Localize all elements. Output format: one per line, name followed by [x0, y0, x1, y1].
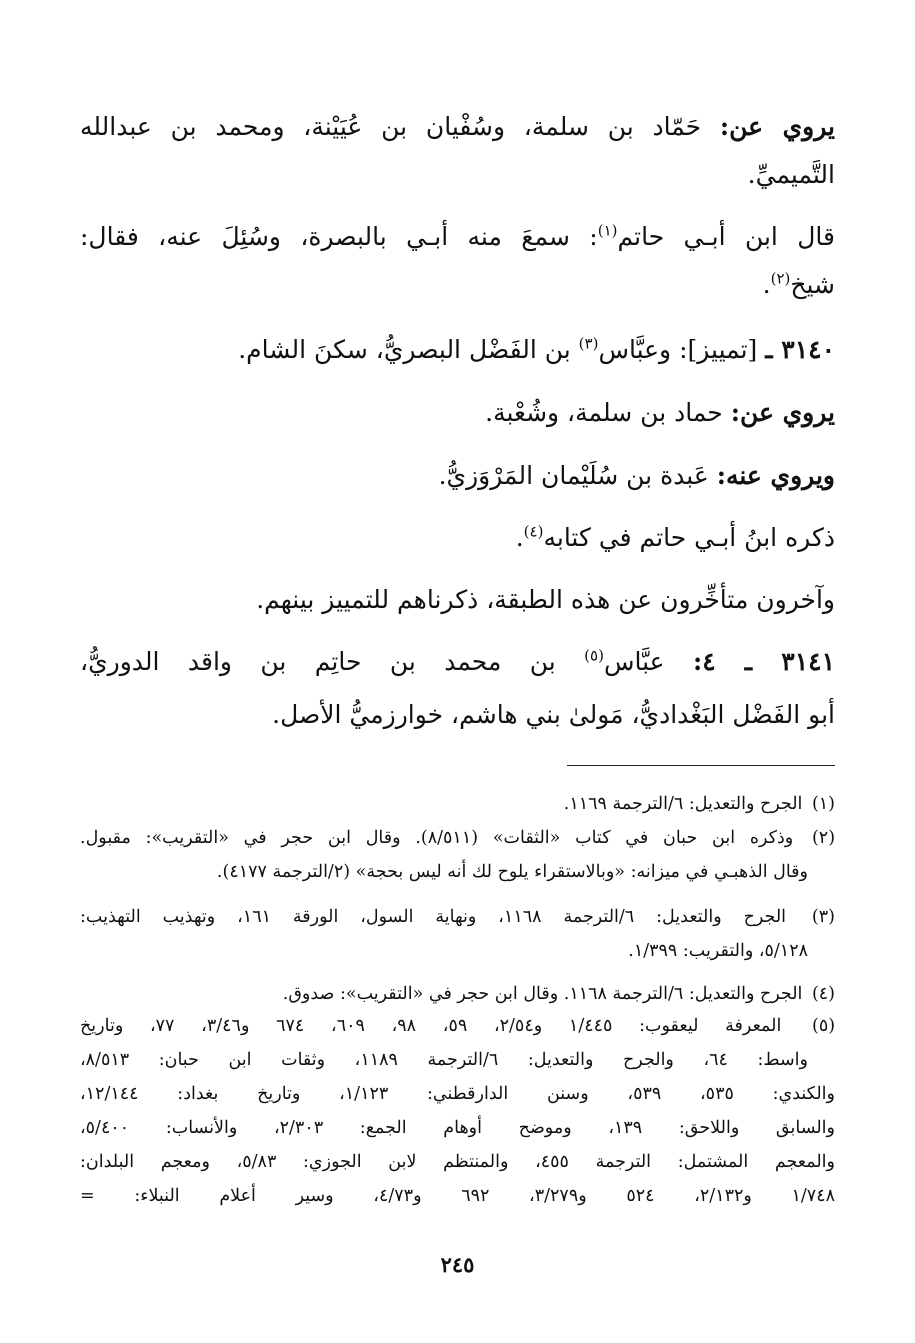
text-span: حَمّاد بن سلمة، وسُفْيان بن عُيَيْنة، ومحمد بن عبدالله	[80, 112, 702, 141]
text-span: وآخرون متأخِّرون عن هذه الطبقة، ذكرناهم للتمييز بينهم.	[256, 585, 835, 614]
keyword-label: ويروي عنه:	[716, 461, 835, 490]
text-line	[80, 585, 835, 614]
footnote-text: والمعجم المشتمل: الترجمة ٤٥٥، والمنتظم لابن الجوزي: ٥/٨٣، ومعجم البلدان:	[80, 1152, 835, 1172]
text-line	[80, 398, 835, 427]
text-span: .	[515, 523, 524, 552]
footnote-text: وذكره ابن حبان في كتاب «الثقات» (٨/٥١١). وقال ابن حجر في «التقريب»: مقبول.	[80, 828, 794, 848]
footnote-ref: (٤)	[523, 522, 544, 541]
text-span: ذكره ابنُ أبـي حاتم في كتابه	[543, 523, 835, 552]
text-line	[80, 461, 835, 490]
footnote-text: الجرح والتعديل: ٦/الترجمة ١١٦٩.	[563, 794, 803, 814]
keyword-label: يروي عن:	[730, 398, 835, 427]
footnote-text: ١/٧٤٨ و٢/١٣٢، ٥٢٤ و٣/٢٧٩، ٦٩٢ و٤/٧٣، وسير أعلام النبلاء: =	[80, 1186, 835, 1206]
text-span: عبَّاس	[603, 647, 665, 676]
text-span: : سمعَ منه أبـي بالبصرة، وسُئِلَ عنه، فقال:	[80, 222, 598, 251]
page-number: ٢٤٥	[440, 1252, 475, 1277]
footnote-text: ٥/١٢٨، والتقريب: ١/٣٩٩.	[628, 941, 808, 961]
footnote-3	[80, 907, 835, 927]
footnote-text: وقال الذهبـي في ميزانه: «وبالاستقراء يلوح لك أنه ليس بحجة» (٢/الترجمة ٤١٧٧).	[216, 862, 808, 882]
footnote-text: الجرح والتعديل: ٦/الترجمة ١١٦٨، ونهاية السول، الورقة ١٦١، وتهذيب التهذيب:	[80, 907, 787, 927]
text-span: أبو الفَضْل البَغْداديُّ، مَولىٰ بني هاشم، خوارزميُّ الأصل.	[272, 700, 835, 729]
footnote-5	[80, 1016, 835, 1036]
footnote-5-cont	[80, 1186, 835, 1206]
footnote-3-cont	[80, 941, 808, 961]
footnote-text: واسط: ٦٤، والجرح والتعديل: ٦/الترجمة ١١٨٩، وثقات ابن حبان: ٨/٥١٣،	[80, 1050, 808, 1070]
text-line	[80, 700, 835, 729]
text-line	[80, 222, 835, 251]
footnote-text: المعرفة ليعقوب: ١/٤٤٥ و٢/٥٤، ٥٩، ٩٨، ٦٠٩، ٦٧٤ و٣/٤٦، ٧٧، وتاريخ	[80, 1016, 782, 1036]
footnote-text: والسابق واللاحق: ١٣٩، وموضح أوهام الجمع: ٢/٣٠٣، والأنساب: ٥/٤٠٠،	[80, 1118, 835, 1138]
footnote-4	[80, 984, 835, 1004]
footnote-number: (١)	[811, 794, 835, 814]
footnote-separator	[567, 765, 835, 766]
entry-heading-3140	[80, 335, 835, 364]
text-span: بن الفَضْل البصريُّ، سكنَ الشام.	[238, 335, 571, 364]
footnote-number: (٢)	[811, 828, 836, 848]
entry-number: ٣١٤١ ـ ٤:	[692, 647, 835, 676]
text-line	[80, 160, 835, 189]
footnote-ref: (٥)	[584, 646, 604, 665]
footnote-number: (٥)	[811, 1016, 836, 1036]
footnote-text: والكندي: ٥٣٥، ٥٣٩، وسنن الدارقطني: ١/١٢٣، وتاريخ بغداد: ١٢/١٤٤،	[80, 1084, 835, 1104]
text-span: عَبدة بن سُلَيْمان المَرْوَزيُّ.	[438, 461, 709, 490]
footnote-ref: (٢)	[770, 269, 791, 288]
text-span: التَّميميِّ.	[747, 160, 835, 189]
text-span: حماد بن سلمة، وشُعْبة.	[485, 398, 723, 427]
entry-number: ٣١٤٠ ـ	[765, 335, 835, 364]
footnote-number: (٣)	[811, 907, 835, 927]
footnote-5-cont	[80, 1084, 835, 1104]
text-span: شيخ	[790, 270, 835, 299]
footnote-ref: (١)	[597, 221, 618, 240]
footnote-1	[80, 794, 835, 814]
text-span: [تمييز]: وعبَّاس	[598, 335, 758, 364]
footnote-2	[80, 828, 835, 848]
keyword-label: يروي عن:	[719, 112, 835, 141]
footnote-5-cont	[80, 1050, 808, 1070]
text-span: .	[762, 270, 771, 299]
text-line	[80, 523, 835, 552]
text-line	[80, 270, 835, 299]
text-span: بن محمد بن حاتِم بن واقد الدوريُّ،	[80, 647, 556, 676]
footnote-2-cont	[80, 862, 808, 882]
text-span: قال ابن أبـي حاتم	[617, 222, 835, 251]
footnote-text: الجرح والتعديل: ٦/الترجمة ١١٦٨. وقال ابن حجر في «التقريب»: صدوق.	[282, 984, 803, 1004]
footnote-5-cont	[80, 1118, 835, 1138]
entry-heading-3141	[80, 647, 835, 676]
footnote-number: (٤)	[811, 984, 835, 1004]
text-line	[80, 112, 835, 141]
footnote-ref: (٣)	[578, 334, 599, 353]
footnote-5-cont	[80, 1152, 835, 1172]
